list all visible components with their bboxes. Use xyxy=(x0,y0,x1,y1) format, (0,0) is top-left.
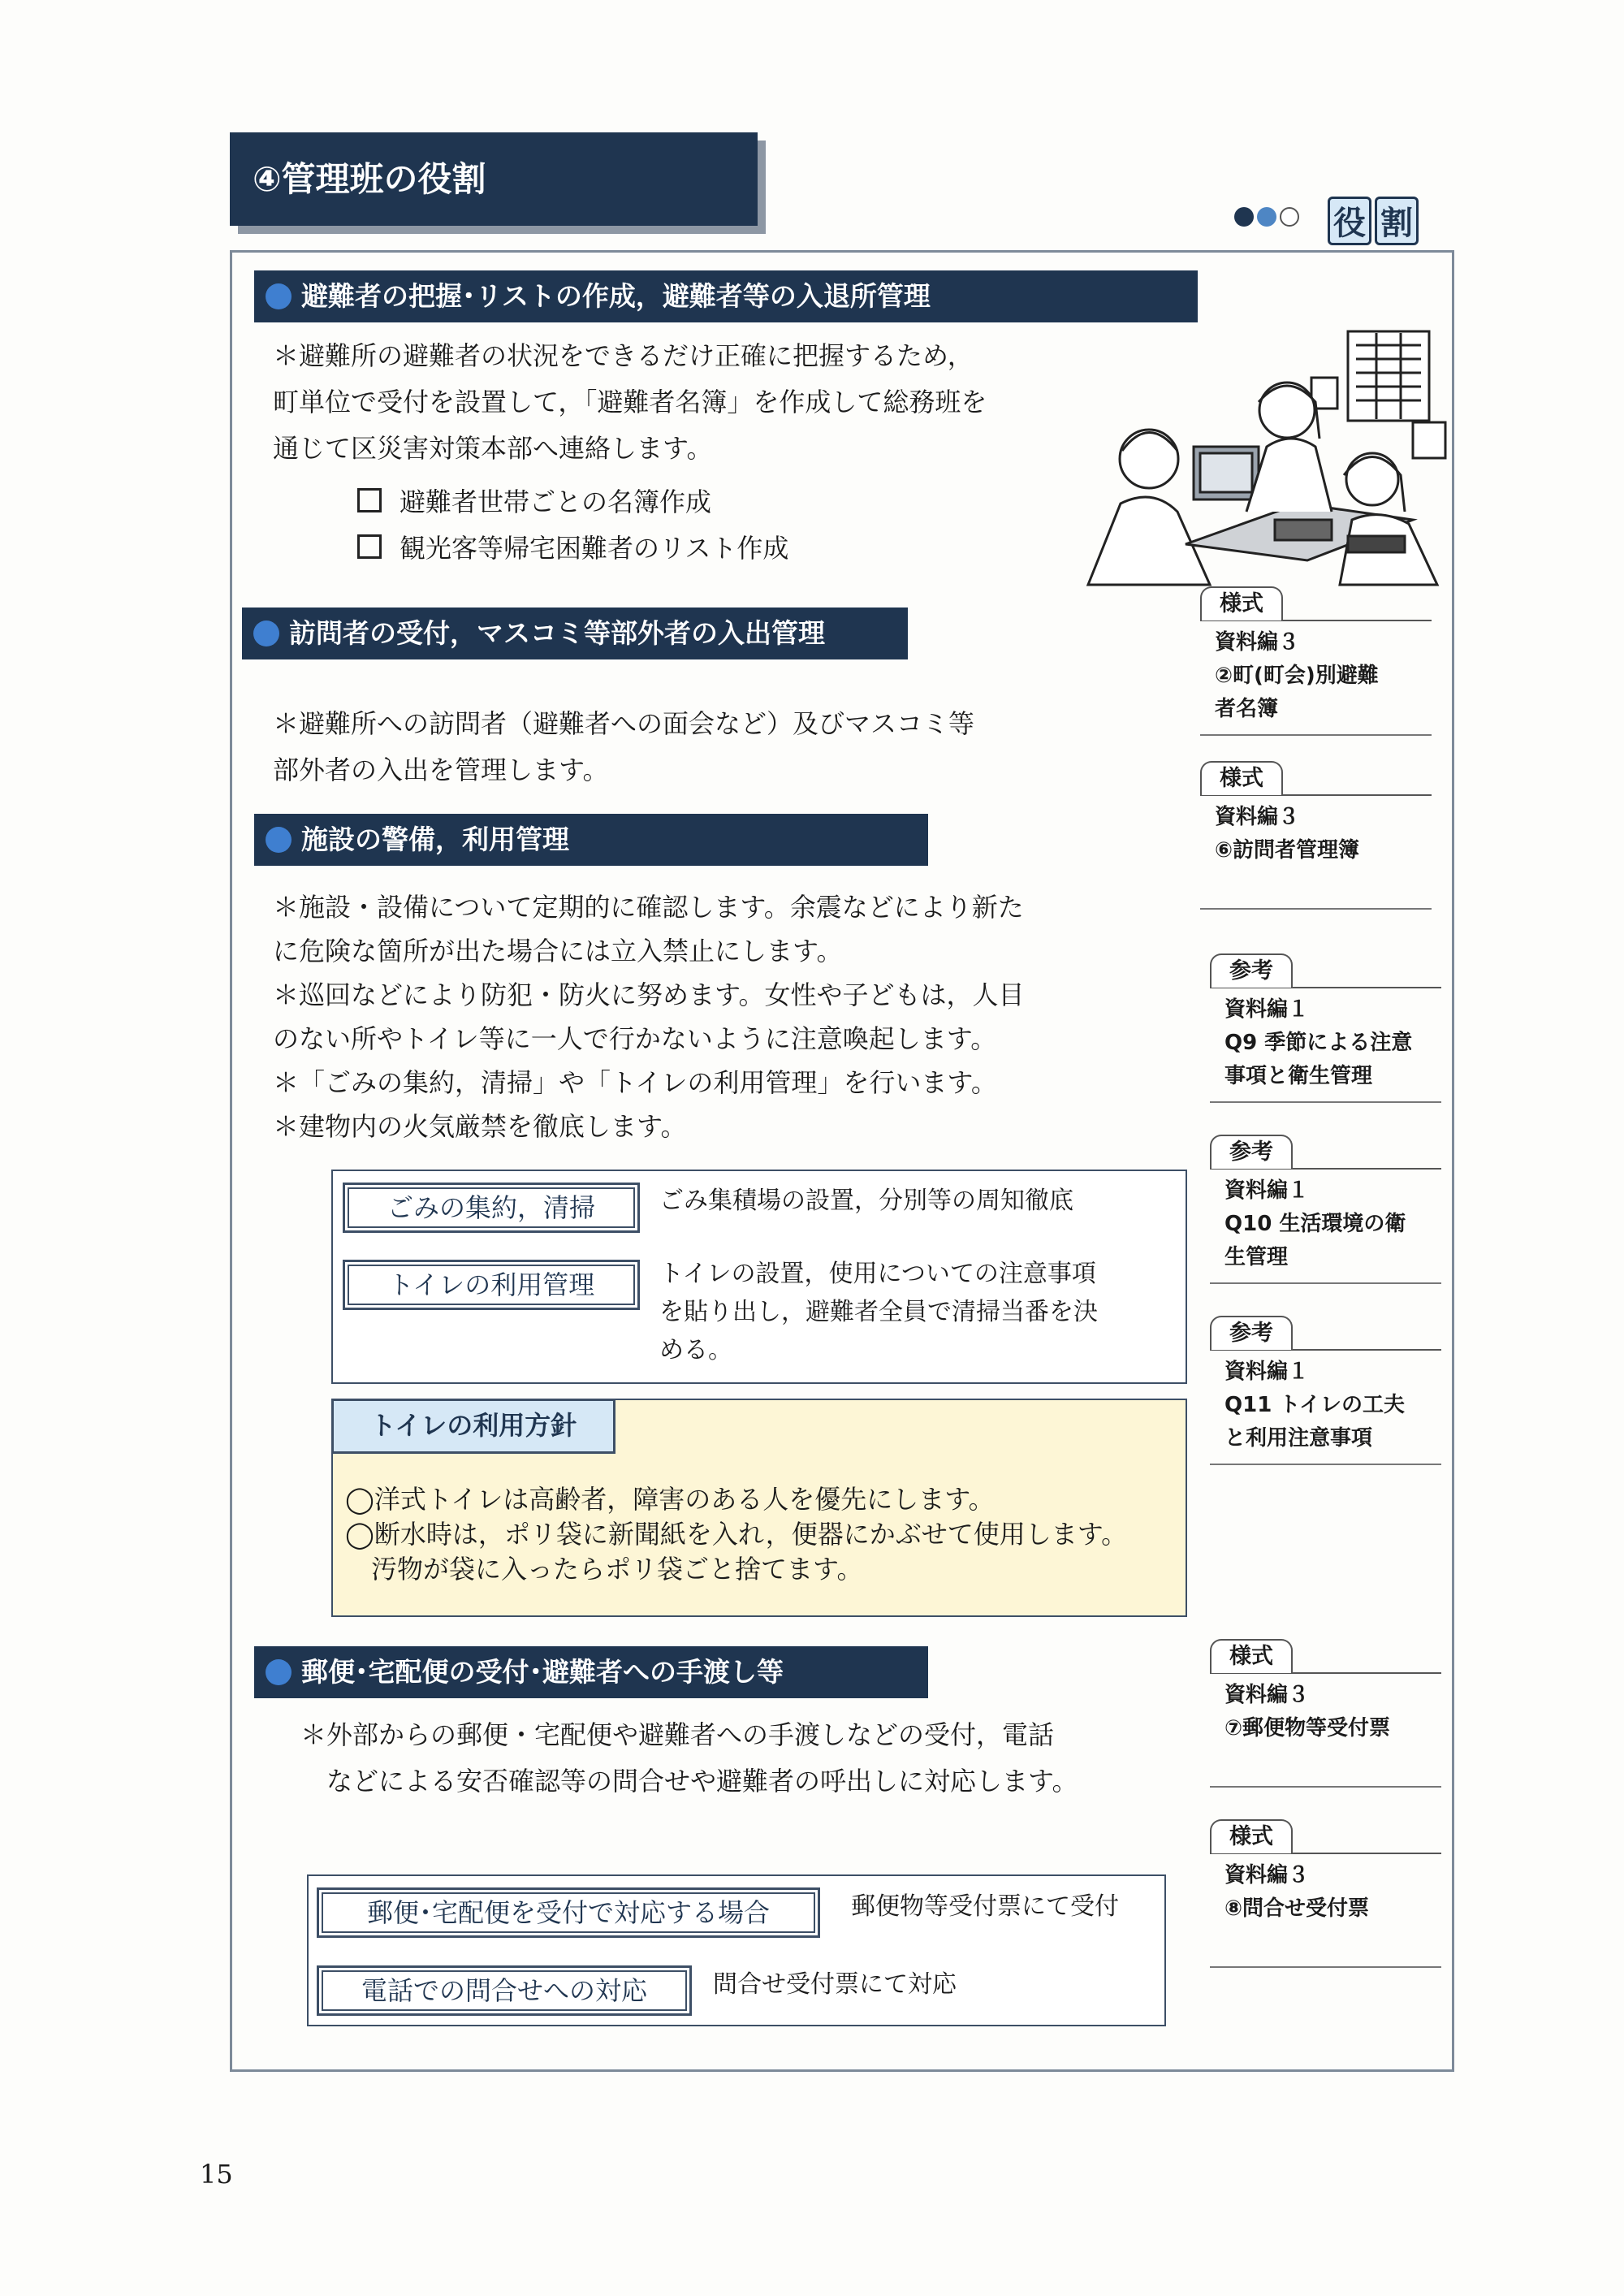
reference-tab: 参考 xyxy=(1210,953,1293,988)
section-heading: 訪問者の受付，マスコミ等部外者の入出管理 xyxy=(242,608,908,659)
reference-note xyxy=(1200,761,1432,910)
section-heading: 郵便･宅配便の受付･避難者への手渡し等 xyxy=(254,1646,928,1698)
role-tag xyxy=(1328,197,1419,249)
table-label: トイレの利用管理 xyxy=(343,1260,640,1310)
checkbox-icon xyxy=(357,488,382,512)
reference-text: 資料編３ ⑧問合せ受付票 xyxy=(1224,1863,1370,1921)
checkbox-icon xyxy=(357,534,382,559)
dot-filled-icon xyxy=(1234,207,1254,227)
reference-note xyxy=(1210,953,1441,1103)
section-heading: 避難者の把握･リストの作成，避難者等の入退所管理 xyxy=(254,270,1198,322)
table-label: ごみの集約，清掃 xyxy=(343,1183,640,1233)
table-cell: ごみ集積場の設置，分別等の周知徹底 xyxy=(659,1187,1073,1215)
section-body: ＊避難所への訪問者（避難者への面会など）及びマスコミ等 部外者の入出を管理します。 xyxy=(273,708,975,785)
chapter-title: ④管理班の役割 xyxy=(230,132,758,226)
reference-text: 資料編３ ⑥訪問者管理簿 xyxy=(1215,805,1360,863)
reference-tab: 参考 xyxy=(1210,1135,1293,1169)
reference-tab: 様式 xyxy=(1210,1819,1293,1853)
reference-note xyxy=(1210,1135,1441,1284)
reference-note xyxy=(1210,1316,1441,1465)
section-body: ＊外部からの郵便・宅配便や避難者への手渡しなどの受付，電話 などによる安否確認等の問合せや避難者の呼出しに対応します。 xyxy=(300,1719,1078,1797)
section-heading: 施設の警備，利用管理 xyxy=(254,814,928,866)
checklist-label: 観光客等帰宅困難者のリスト作成 xyxy=(400,533,789,564)
section-body: ＊施設・設備について定期的に確認します。余震などにより新た に危険な箇所が出た場合には立入禁止にします。 ＊巡回などにより防犯・防火に努めます。女性や子どもは，人目 のない所やトイレ等に一人で行かないように注意喚起します。 ＊「ごみの集約，清掃」や「トイレの利用管理」を行います。 ＊建物内の火気厳禁を徹底します。 xyxy=(273,892,1025,1142)
table-label: 郵便･宅配便を受付で対応する場合 xyxy=(317,1887,820,1938)
reference-note xyxy=(1210,1639,1441,1788)
reference-tab: 様式 xyxy=(1210,1639,1293,1673)
table-cell: トイレの設置，使用についての注意事項 を貼り出し，避難者全員で清掃当番を決 める。 xyxy=(659,1260,1098,1364)
office-staff-illustration xyxy=(1064,317,1462,593)
checklist-item xyxy=(357,479,711,525)
reference-text: 資料編１ Q11 トイレの工夫 と利用注意事項 xyxy=(1224,1360,1406,1451)
reference-note xyxy=(1200,586,1432,736)
reference-tab: 様式 xyxy=(1200,761,1283,795)
checklist-item xyxy=(357,525,788,572)
policy-title: トイレの利用方針 xyxy=(331,1399,615,1454)
page-number: 15 xyxy=(200,2159,233,2190)
table-cell: 郵便物等受付票にて受付 xyxy=(851,1892,1119,1921)
role-char: 役 xyxy=(1328,197,1371,245)
role-char: 割 xyxy=(1375,197,1419,245)
table-cell: 問合せ受付票にて対応 xyxy=(713,1970,957,1999)
reference-text: 資料編１ Q9 季節による注意 事項と衛生管理 xyxy=(1224,997,1413,1088)
table-label: 電話での問合せへの対応 xyxy=(317,1965,692,2016)
reference-text: 資料編１ Q10 生活環境の衛 生管理 xyxy=(1224,1178,1406,1269)
reference-text: 資料編３ ⑦郵便物等受付票 xyxy=(1224,1683,1391,1740)
dot-filled-icon xyxy=(1257,207,1276,227)
section-body: ＊避難所の避難者の状況をできるだけ正確に把握するため， 町単位で受付を設置して，「避難者名簿」を作成して総務班を 通じて区災害対策本部へ連絡します。 xyxy=(273,340,987,464)
reference-tab: 様式 xyxy=(1200,586,1283,620)
reference-text: 資料編３ ②町(町会)別避難 者名簿 xyxy=(1215,630,1379,721)
checklist-label: 避難者世帯ごとの名簿作成 xyxy=(400,486,712,517)
reference-tab: 参考 xyxy=(1210,1316,1293,1350)
progress-dots xyxy=(1234,199,1302,231)
policy-text: ◯洋式トイレは高齢者，障害のある人を優先にします。 ◯断水時は，ポリ袋に新聞紙を入れ，便器にかぶせて使用します。 汚物が袋に入ったらポリ袋ごと捨てます。 xyxy=(345,1484,1128,1585)
reference-note xyxy=(1210,1819,1441,1968)
dot-empty-icon xyxy=(1280,207,1299,227)
